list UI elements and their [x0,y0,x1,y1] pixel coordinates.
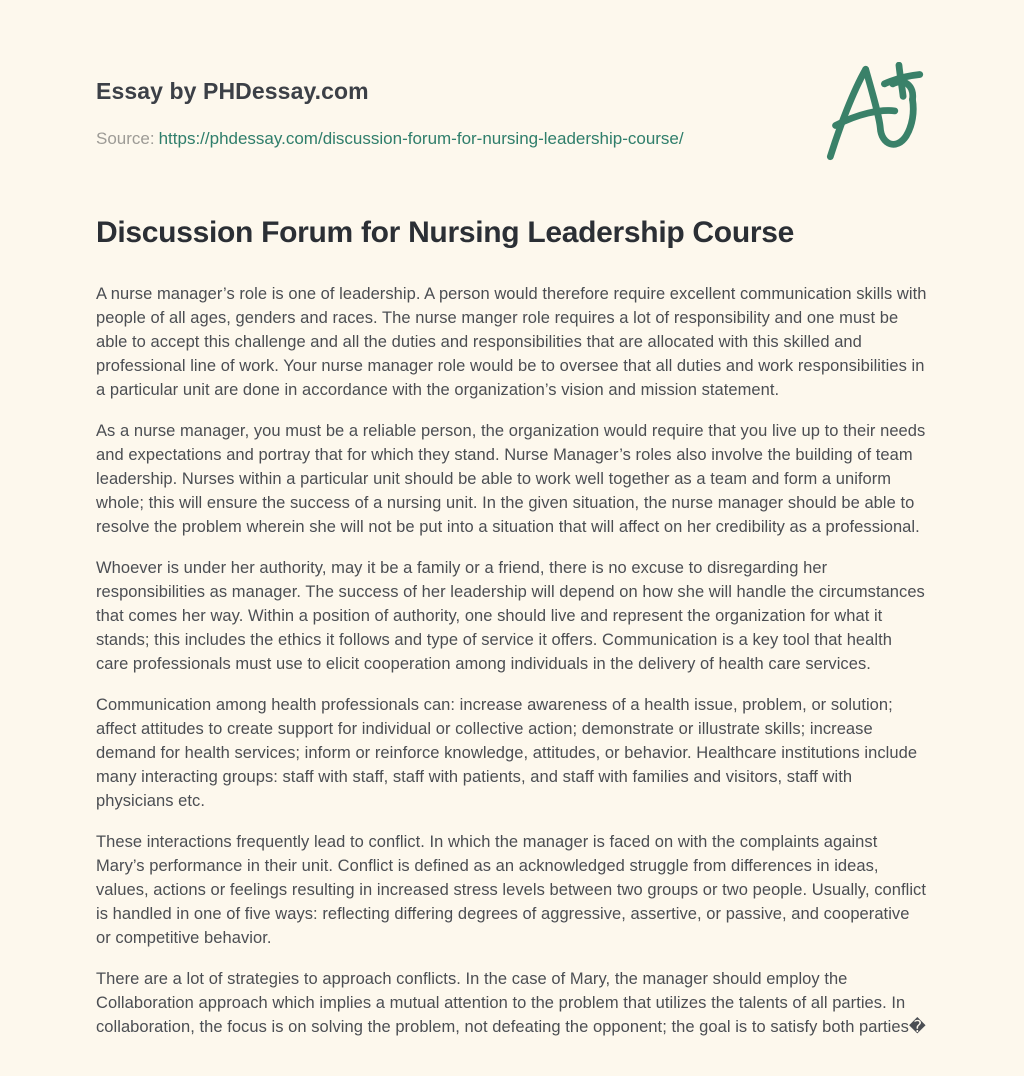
essay-paragraph: Communication among health professionals can: increase awareness of a health issue, problem, or solution; affect attitudes to create support for individual or collective action; demonstrate or illustrate skills; increase demand for health services; inform or reinforce knowledge, attitudes, or behavior. Healthcare institutions include many interacting groups: staff with staff, staff with patients, and staff with families and visitors, staff with physicians etc. [96,696,918,810]
essay-paragraph: There are a lot of strategies to approach conflicts. In the case of Mary, the manager should employ the Collaboration approach which implies a mutual attention to the problem that utilizes the talents of all parties. In collaboration, the focus is on solving the problem, not defeating the opponent; the goal is to satisfy both parties� [96,970,926,1036]
essay-paragraph: Whoever is under her authority, may it be a family or a friend, there is no excuse to disregarding her responsibilities as manager. The success of her leadership will depend on how she will handle the circumstances that comes her way. Within a position of authority, one should live and represent the organization for what it stands; this includes the ethics it follows and type of service it offers. Communication is a key tool that health care professionals must use to elicit cooperation among individuals in the delivery of health care services. [96,559,925,673]
a-plus-logo-icon [822,62,926,164]
source-label: Source: [96,129,155,148]
source-line [96,129,684,149]
essay-paragraph: These interactions frequently lead to conflict. In which the manager is faced on with the complaints against Mary’s performance in their unit. Conflict is defined as an acknowledged struggle from differences in ideas, values, actions or feelings resulting in increased stress levels between two groups or two people. Usually, conflict is handled in one of five ways: reflecting differing degrees of aggressive, assertive, or passive, and cooperative or competitive behavior. [96,833,926,947]
essay-paragraph: As a nurse manager, you must be a reliable person, the organization would require that you live up to their needs and expectations and portray that for which they stand. Nurse Manager’s roles also involve the building of team leadership. Nurses within a particular unit should be able to work well together as a team and form a uniform whole; this will ensure the success of a nursing unit. In the given situation, the nurse manager should be able to resolve the problem wherein she will not be put into a situation that will affect on her credibility as a professional. [96,422,926,536]
essay-title: Discussion Forum for Nursing Leadership Course [96,216,794,249]
header-text-block [96,70,684,149]
essay-body [96,282,928,1039]
essay-paragraph: A nurse manager’s role is one of leadership. A person would therefore require excellent communication skills with people of all ages, genders and races. The nurse manger role requires a lot of responsibility and one must be able to accept this challenge and all the duties and responsibilities that are allocated with this skilled and professional line of work. Your nurse manager role would be to oversee that all duties and work responsibilities in a particular unit are done in accordance with the organization’s vision and mission statement. [96,285,927,399]
brand-title: Essay by PHDessay.com [96,78,369,104]
page-header [96,0,928,164]
source-link[interactable]: https://phdessay.com/discussion-forum-for-nursing-leadership-course/ [158,129,684,148]
